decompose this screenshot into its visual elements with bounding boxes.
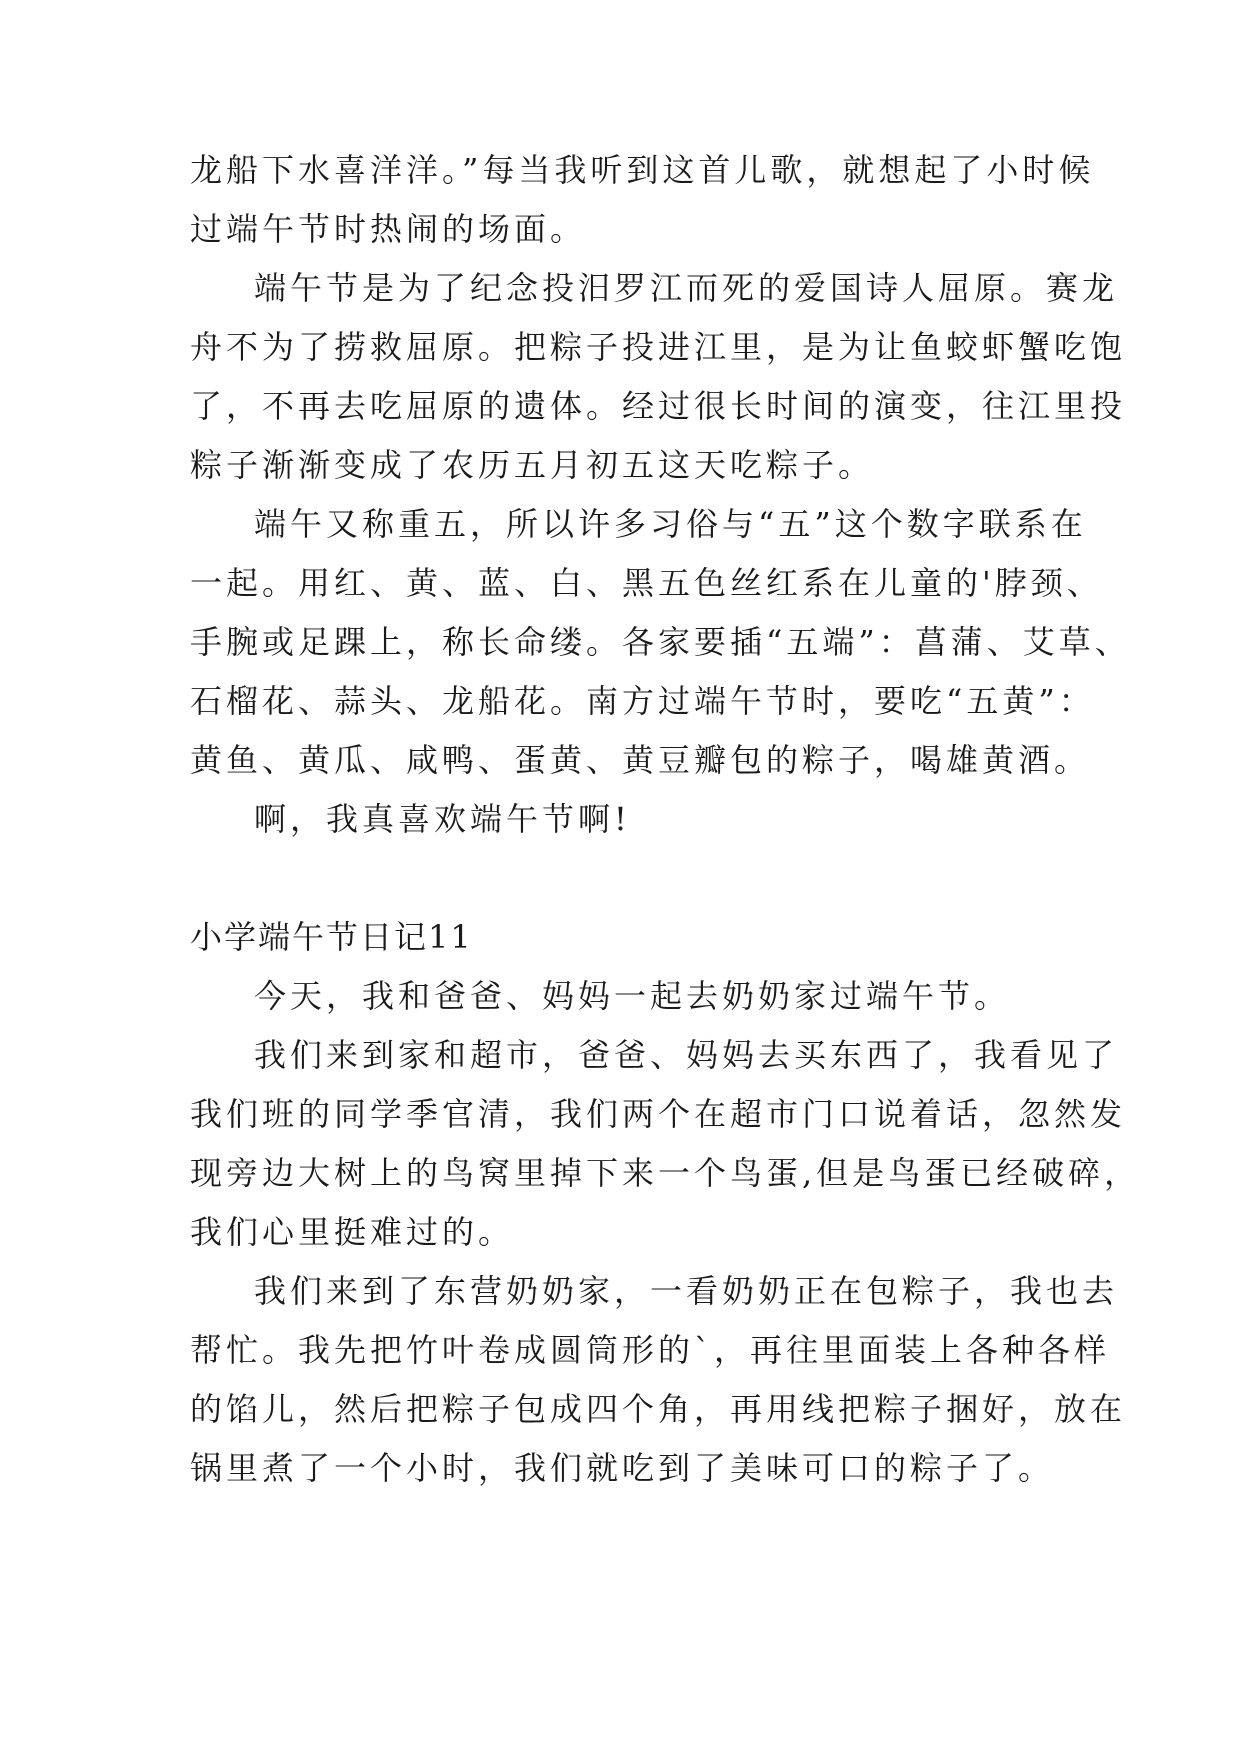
paragraph-first-line: 我们来到家和超市，爸爸、妈妈去买东西了，我看见了 [254,1036,1119,1074]
paragraph-first-line: 端午又称重五，所以许多习俗与“五”这个数字联系在 [254,505,1087,543]
text-line: 一起。用红、黄、蓝、白、黑五色丝红系在儿童的'脖颈、 [190,564,1103,602]
paragraph-first-line: 我们来到了东营奶奶家，一看奶奶正在包粽子，我也去 [254,1272,1119,1310]
text-line: 手腕或足踝上，称长命缕。各家要插“五端”：菖蒲、艾草、 [190,623,1131,661]
text-line: 过端午节时热闹的场面。 [190,210,587,248]
text-line: 帮忙。我先把竹叶卷成圆筒形的`，再往里面装上各种各样 [190,1331,1111,1369]
paragraph-first-line: 端午节是为了纪念投汨罗江而死的爱国诗人屈原。赛龙 [254,269,1119,307]
text-line: 锅里煮了一个小时，我们就吃到了美味可口的粽子了。 [190,1449,1055,1487]
text-line: 了，不再去吃屈原的遗体。经过很长时间的演变，往江里投 [190,387,1127,425]
paragraph-first-line: 啊，我真喜欢端午节啊! [254,800,631,838]
text-line: 龙船下水喜洋洋。”每当我听到这首儿歌，就想起了小时候 [190,151,1095,189]
text-line: 我们心里挺难过的。 [190,1213,515,1251]
paragraph-first-line: 今天，我和爸爸、妈妈一起去奶奶家过端午节。 [254,977,1011,1015]
diary-title: 小学端午节日记11 [190,918,473,956]
text-line: 舟不为了捞救屈原。把粽子投进江里，是为让鱼蛟虾蟹吃饱 [190,328,1127,366]
text-line: 石榴花、蒜头、龙船花。南方过端午节时，要吃“五黄”： [190,682,1095,720]
text-line: 黄鱼、黄瓜、咸鸭、蛋黄、黄豆瓣包的粽子，喝雄黄酒。 [190,741,1091,779]
text-line: 我们班的同学季官清，我们两个在超市门口说着话，忽然发 [190,1095,1127,1133]
text-line: 现旁边大树上的鸟窝里掉下来一个鸟蛋,但是鸟蛋已经破碎， [190,1154,1141,1192]
text-line: 粽子渐渐变成了农历五月初五这天吃粽子。 [190,446,875,484]
text-line: 的馅儿，然后把粽子包成四个角，再用线把粽子捆好，放在 [190,1390,1127,1428]
